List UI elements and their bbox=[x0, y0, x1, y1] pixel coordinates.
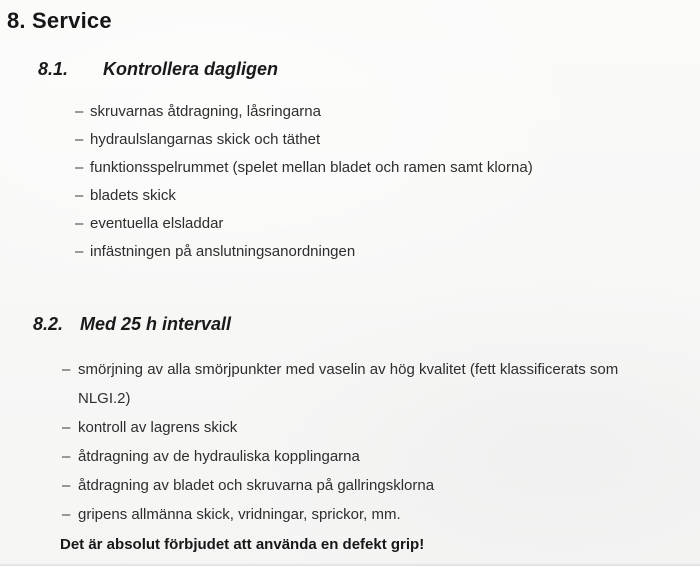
dash-bullet: – bbox=[75, 243, 84, 260]
list-item bbox=[75, 103, 700, 121]
checklist-daily bbox=[0, 103, 700, 261]
section-number: 8.2. bbox=[33, 314, 64, 334]
list-item-text: kontroll av lagrens skick bbox=[78, 419, 238, 436]
list-item bbox=[75, 131, 700, 149]
list-item bbox=[75, 159, 700, 177]
list-item-text: bladets skick bbox=[90, 187, 176, 204]
section-title: Med 25 h intervall bbox=[80, 314, 232, 334]
section-title: Kontrollera dagligen bbox=[103, 59, 279, 79]
list-item bbox=[62, 361, 700, 408]
checklist-25h bbox=[0, 361, 700, 524]
list-item-text: eventuella elsladdar bbox=[90, 215, 224, 232]
list-item bbox=[62, 419, 700, 437]
page-title: 8. Service bbox=[7, 8, 112, 33]
list-item bbox=[75, 215, 700, 233]
list-item-text: gripens allmänna skick, vridningar, sprickor, mm. bbox=[78, 506, 401, 523]
section-number: 8.1. bbox=[38, 59, 69, 79]
dash-bullet: – bbox=[75, 187, 84, 204]
section-heading-25h-interval bbox=[33, 313, 700, 335]
section-heading-daily-checks bbox=[38, 58, 700, 80]
list-item-text: åtdragning av bladet och skruvarna på gallringsklorna bbox=[78, 477, 435, 494]
dash-bullet: – bbox=[75, 215, 84, 232]
list-item-text: hydraulslangarnas skick och täthet bbox=[90, 131, 321, 148]
list-item bbox=[62, 448, 700, 466]
list-item-text: funktionsspelrummet (spelet mellan bladet och ramen samt klorna) bbox=[90, 159, 533, 176]
dash-bullet: – bbox=[62, 419, 71, 436]
dash-bullet: – bbox=[62, 448, 71, 465]
list-item bbox=[62, 506, 700, 524]
list-item-text: smörjning av alla smörjpunkter med vaselin av hög kvalitet (fett klassificerats som NLGI.2) bbox=[78, 361, 619, 407]
dash-bullet: – bbox=[75, 131, 84, 148]
dash-bullet: – bbox=[62, 477, 71, 494]
list-item bbox=[75, 243, 700, 261]
dash-bullet: – bbox=[62, 361, 71, 378]
warning-text: Det är absolut förbjudet att använda en defekt grip! bbox=[60, 536, 425, 553]
dash-bullet: – bbox=[62, 506, 71, 523]
dash-bullet: – bbox=[75, 159, 84, 176]
dash-bullet: – bbox=[75, 103, 84, 120]
list-item bbox=[62, 477, 700, 495]
list-item-text: infästningen på anslutningsanordningen bbox=[90, 243, 356, 260]
list-item-text: åtdragning av de hydrauliska kopplingarna bbox=[78, 448, 360, 465]
list-item bbox=[75, 187, 700, 205]
list-item-text: skruvarnas åtdragning, låsringarna bbox=[90, 103, 321, 120]
